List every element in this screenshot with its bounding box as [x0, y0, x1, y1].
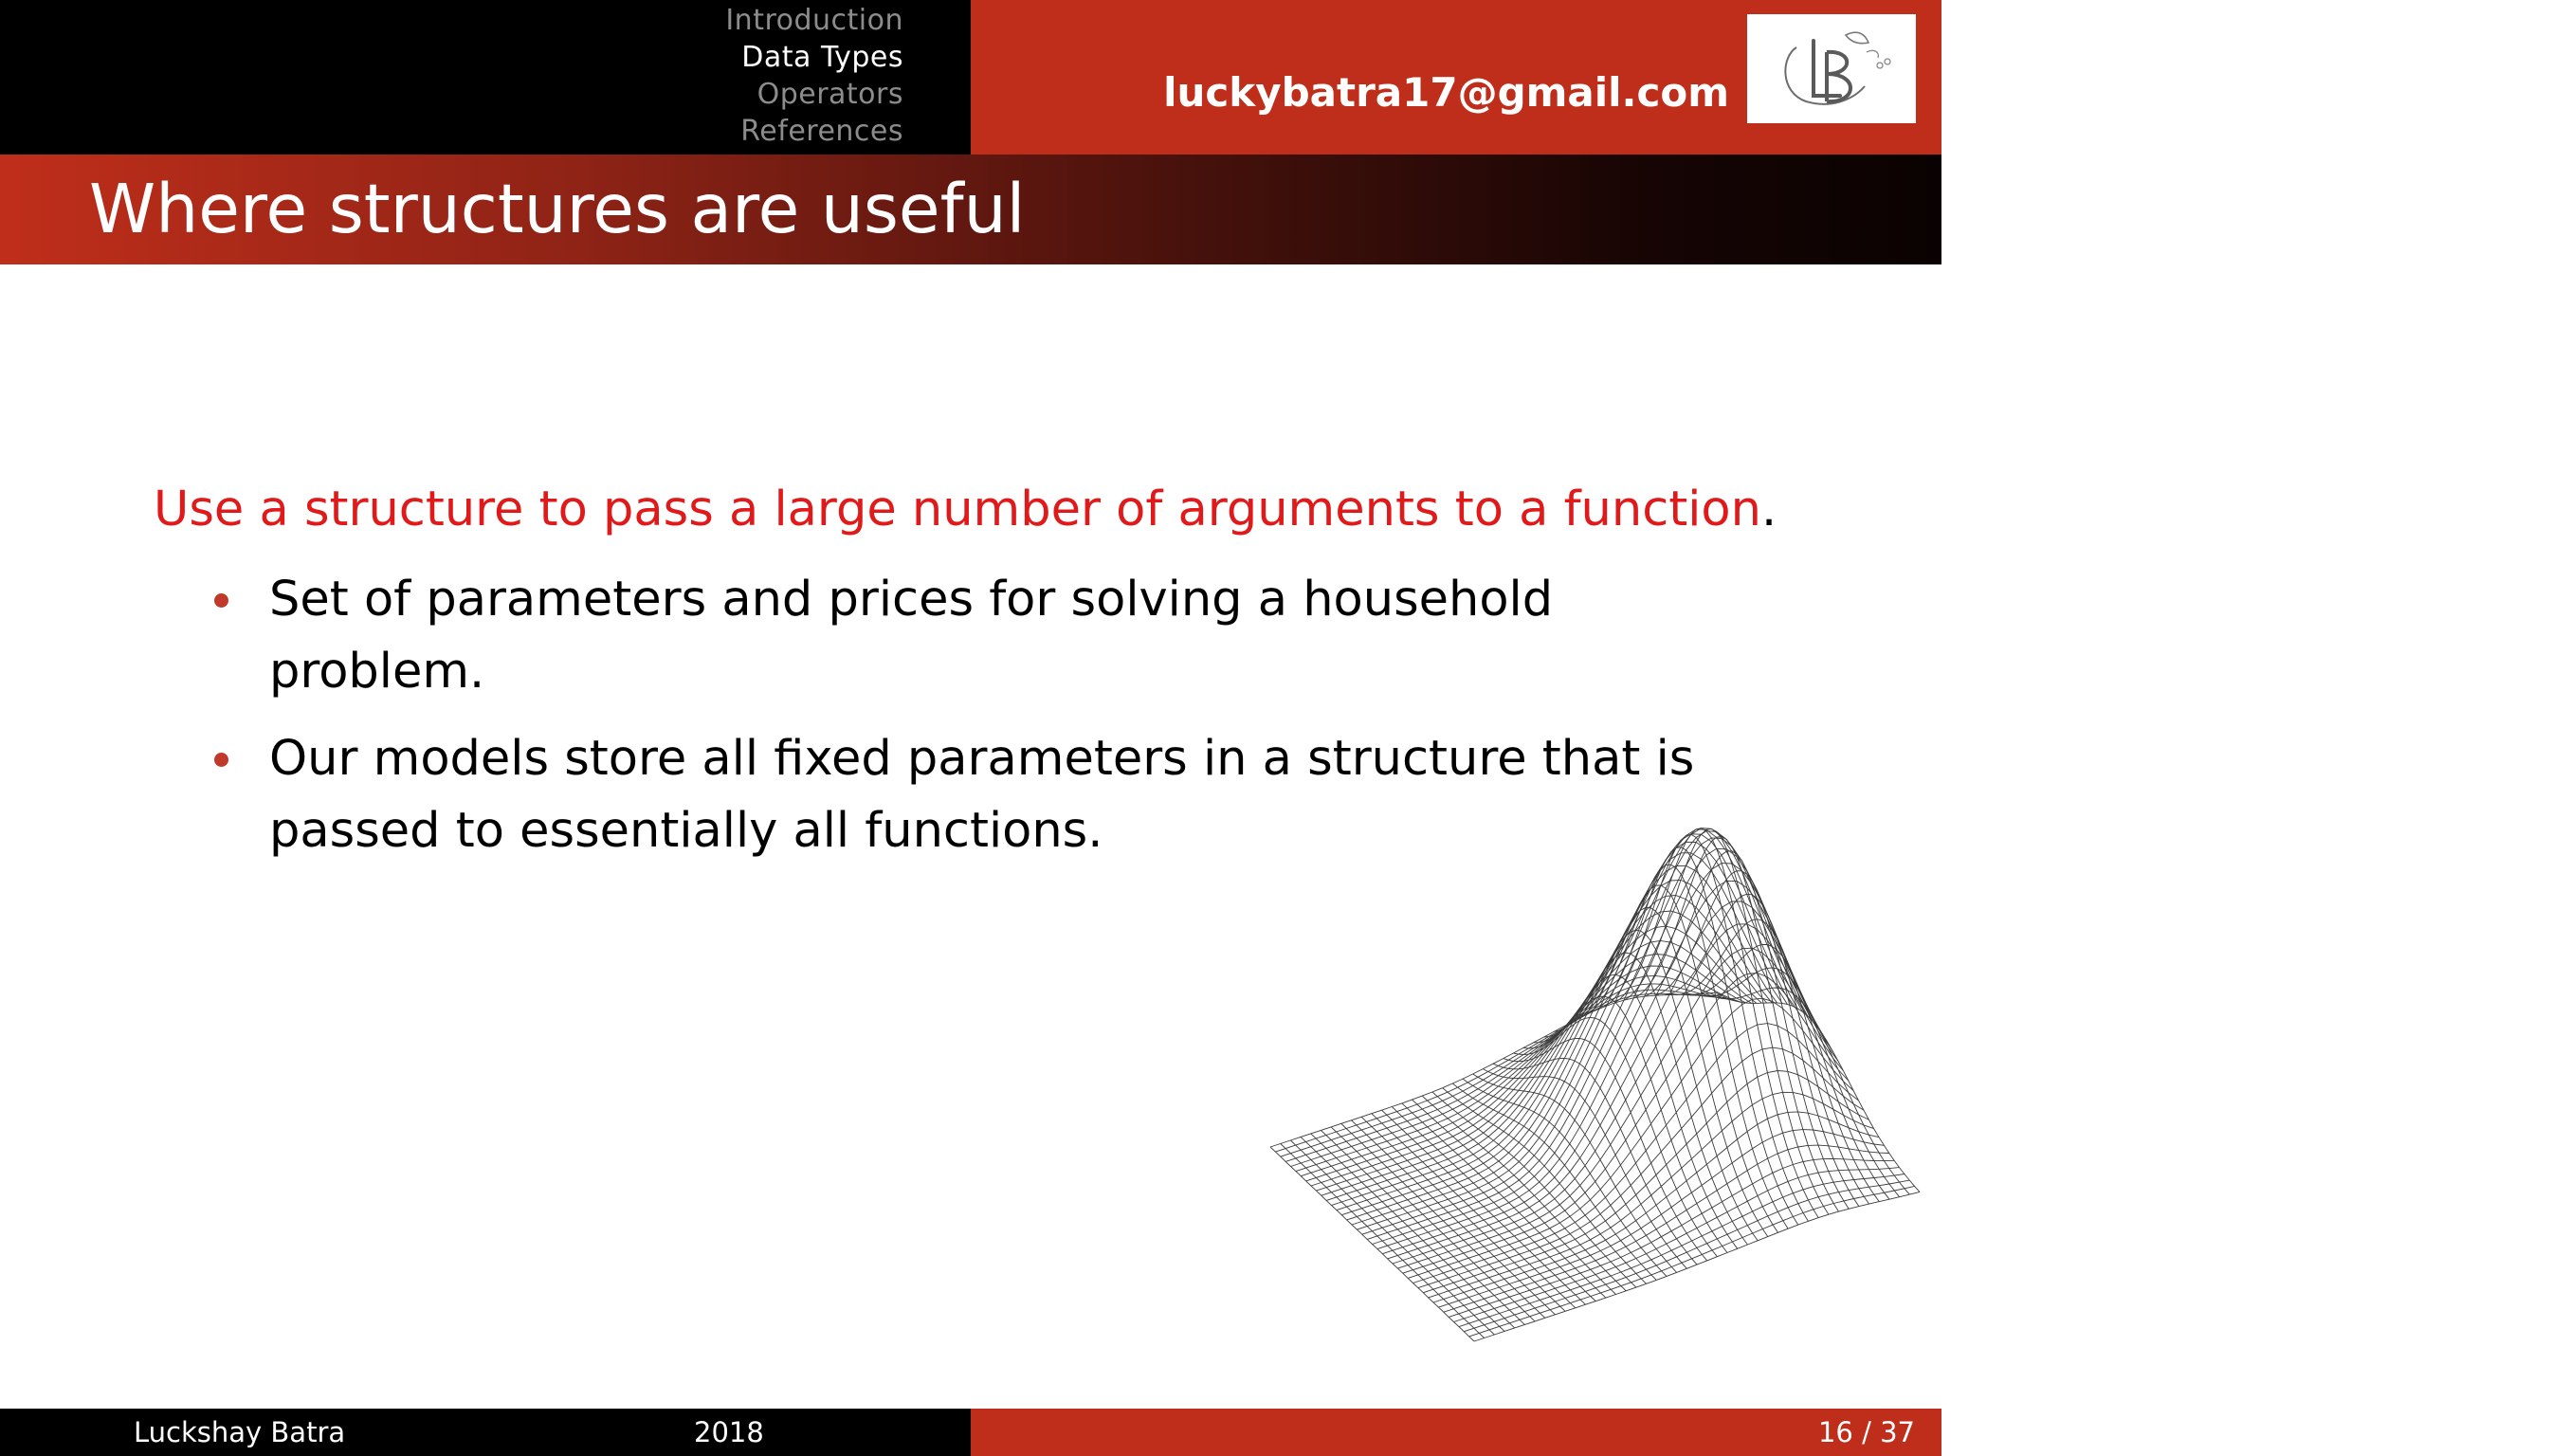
- nav-section-data-types[interactable]: Data Types: [741, 41, 903, 74]
- bullet-text: Our models store all fixed parameters in a structure that is passed to essentially all functions.: [269, 731, 1695, 859]
- lead-statement: [154, 474, 1777, 546]
- nav-section-operators[interactable]: Operators: [756, 78, 903, 111]
- bullet-item: [209, 564, 1744, 708]
- footer-presentation-title: Matlab - Data Types and Operators: [2091, 1416, 2570, 1448]
- nav-section-references[interactable]: References: [740, 115, 903, 148]
- nav-section-introduction[interactable]: Introduction: [725, 4, 903, 37]
- bullet-text: Set of parameters and prices for solving a household problem.: [269, 572, 1554, 700]
- header-left-panel: [0, 0, 971, 155]
- slide-title: Where structures are useful: [89, 170, 1026, 248]
- logo-graphic: [1747, 14, 1916, 123]
- footer-left-panel: [0, 1409, 971, 1456]
- footer-right-panel: [971, 1409, 2570, 1456]
- section-navigation: [725, 2, 903, 150]
- lead-highlight: Use a structure to pass a large number of arguments to a function: [154, 482, 1761, 537]
- slide-footer: [0, 1409, 2570, 1456]
- bullet-dot-icon: [214, 753, 228, 767]
- footer-page-number: 16 / 37: [1817, 1416, 1915, 1448]
- bullet-dot-icon: [214, 593, 228, 608]
- author-email: luckybatra17@gmail.com: [1163, 69, 1729, 116]
- surface-graphic: [1261, 825, 1924, 1337]
- footer-year: 2018: [694, 1416, 764, 1448]
- wireframe-surface-plot: [1261, 825, 1924, 1337]
- lb-monogram-logo: [1747, 14, 1916, 123]
- lead-period: .: [1760, 482, 1777, 537]
- footer-author: Luckshay Batra: [134, 1416, 346, 1448]
- slide-header: [0, 0, 1941, 155]
- title-bar: [0, 155, 1941, 264]
